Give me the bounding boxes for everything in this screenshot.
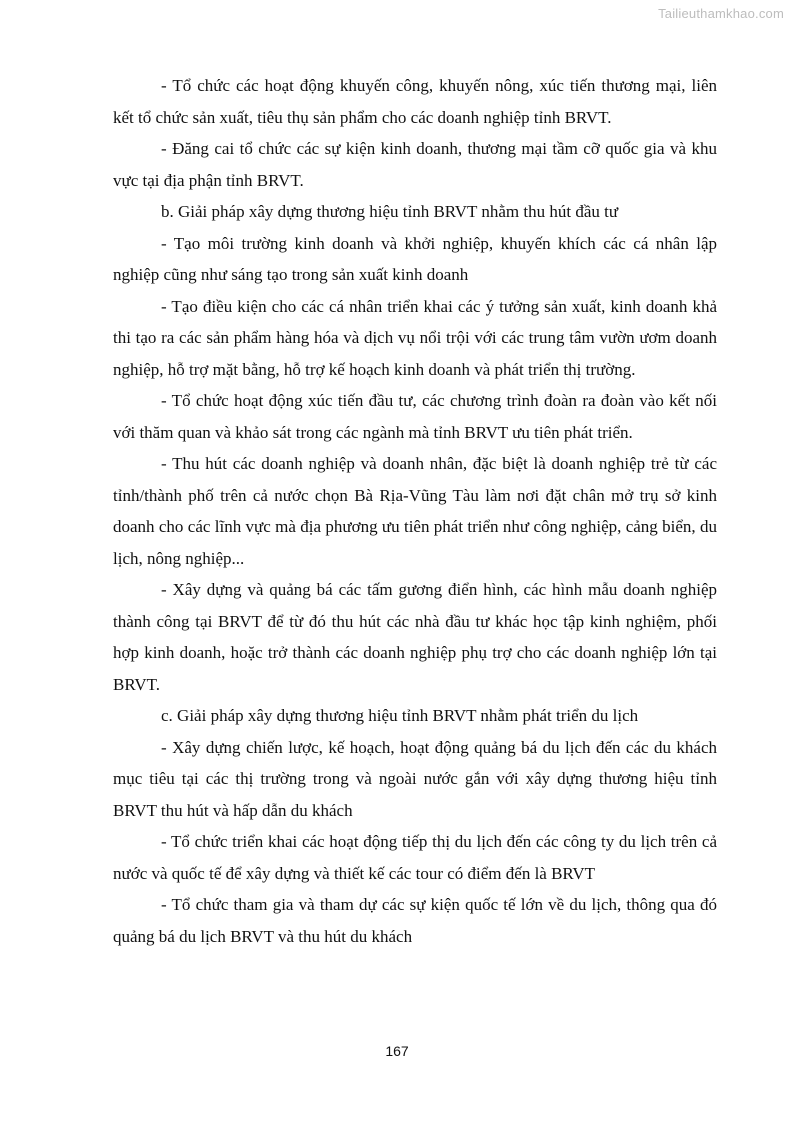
paragraph-attract-businesses: - Thu hút các doanh nghiệp và doanh nhân, đặc biệt là doanh nghiệp trẻ từ các tỉnh/thành phố trên cả nước chọn Bà Rịa-Vũng Tàu làm nơi đặt chân mở trụ sở kinh doanh cho các lĩnh vực mà địa phương ưu tiên phát triển như công nghiệp, cảng biển, du lịch, nông nghiệp... [113,454,717,568]
watermark-text: Tailieuthamkhao.com [658,6,784,21]
paragraph-role-models: - Xây dựng và quảng bá các tấm gương điển hình, các hình mẫu doanh nghiệp thành công tại BRVT để từ đó thu hút các nhà đầu tư khác học tập kinh nghiệm, phối hợp kinh doanh, hoặc trở thành các doanh nghiệp phụ trợ cho các doanh nghiệp lớn tại BRVT. [113,580,717,694]
paragraph-investment-promotion: - Tổ chức hoạt động xúc tiến đầu tư, các chương trình đoàn ra đoàn vào kết nối với thăm quan và khảo sát trong các ngành mà tỉnh BRVT ưu tiên phát triển. [113,391,717,442]
section-heading-investment: b. Giải pháp xây dựng thương hiệu tỉnh BRVT nhằm thu hút đầu tư [161,202,619,221]
page-number: 167 [385,1043,409,1059]
document-body [113,70,717,952]
paragraph-host-events: - Đăng cai tổ chức các sự kiện kinh doanh, thương mại tầm cỡ quốc gia và khu vực tại địa phận tỉnh BRVT. [113,139,717,190]
paragraph-incubators: - Tạo điều kiện cho các cá nhân triển khai các ý tưởng sản xuất, kinh doanh khả thi tạo ra các sản phẩm hàng hóa và dịch vụ nổi trội với các trung tâm vườn ươm doanh nghiệp, hỗ trợ mặt bằng, hỗ trợ kế hoạch kinh doanh và phát triển thị trường. [113,296,717,379]
paragraph-business-environment: - Tạo môi trường kinh doanh và khởi nghiệp, khuyến khích các cá nhân lập nghiệp cũng như sáng tạo trong sản xuất kinh doanh [113,233,717,284]
paragraph-tourism-strategy: - Xây dựng chiến lược, kế hoạch, hoạt động quảng bá du lịch đến các du khách mục tiêu tại các thị trường trong và ngoài nước gắn với xây dựng thương hiệu tỉnh BRVT thu hút và hấp dẫn du khách [113,737,717,820]
paragraph-tourism-marketing: - Tổ chức triển khai các hoạt động tiếp thị du lịch đến các công ty du lịch trên cả nước và quốc tế để xây dựng và thiết kế các tour có điểm đến là BRVT [113,832,717,883]
paragraph-international-events: - Tổ chức tham gia và tham dự các sự kiện quốc tế lớn về du lịch, thông qua đó quảng bá du lịch BRVT và thu hút du khách [113,895,717,946]
paragraph-promotion-activities: - Tổ chức các hoạt động khuyến công, khuyến nông, xúc tiến thương mại, liên kết tổ chức sản xuất, tiêu thụ sản phẩm cho các doanh nghiệp tỉnh BRVT. [113,76,717,127]
section-heading-tourism: c. Giải pháp xây dựng thương hiệu tỉnh BRVT nhằm phát triển du lịch [161,706,639,725]
